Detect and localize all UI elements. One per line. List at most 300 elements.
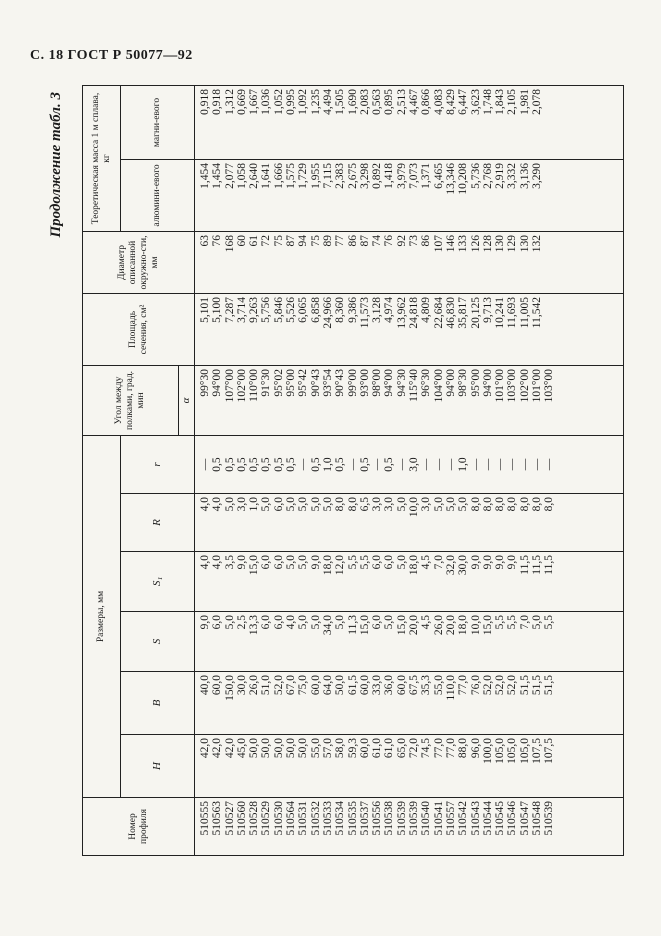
cell-S1: 30,0 xyxy=(457,552,469,612)
cell-r: 0,5 xyxy=(224,435,236,493)
cell-R: 6,0 xyxy=(273,494,285,552)
header-profile: Номер профиля xyxy=(83,798,195,856)
cell-area: 13,962 xyxy=(396,293,408,365)
cell-aluminum: 1,641 xyxy=(260,159,272,231)
cell-diameter: 76 xyxy=(383,231,395,293)
cell-magnesium: 1,092 xyxy=(297,85,309,159)
header-diameter: Диаметр описанной окружно-сти, мм xyxy=(83,231,195,293)
cell-diameter: 146 xyxy=(445,231,457,293)
cell-S: 18,0 xyxy=(457,612,469,672)
cell-S1: 11,5 xyxy=(543,552,555,612)
cell-diameter: 130 xyxy=(519,231,531,293)
table-row xyxy=(310,85,322,855)
cell-S1: 4,0 xyxy=(195,552,212,612)
cell-S1: 3,5 xyxy=(224,552,236,612)
cell-diameter: 77 xyxy=(334,231,346,293)
cell-aluminum: 2,919 xyxy=(494,159,506,231)
spacer-cell xyxy=(556,159,624,231)
header-aluminum: алюмини-евого xyxy=(121,159,195,231)
cell-profile: 510532 xyxy=(310,798,322,856)
cell-S1: 4,0 xyxy=(211,552,223,612)
cell-area: 5,846 xyxy=(273,293,285,365)
cell-aluminum: 0,892 xyxy=(371,159,383,231)
cell-S1: 9,0 xyxy=(482,552,494,612)
header-alpha: α xyxy=(179,365,195,435)
header-r: r xyxy=(121,435,195,493)
cell-profile: 510542 xyxy=(457,798,469,856)
cell-B: 51,5 xyxy=(519,672,531,735)
table-row xyxy=(334,85,346,855)
cell-S: 15,0 xyxy=(396,612,408,672)
cell-H: 61,0 xyxy=(371,735,383,798)
cell-S: 5,0 xyxy=(224,612,236,672)
cell-diameter: 72 xyxy=(260,231,272,293)
cell-angle: 96°30 xyxy=(420,365,432,435)
cell-r: — xyxy=(470,435,482,493)
table-row xyxy=(211,85,223,855)
header-dimensions: Размеры, мм xyxy=(83,435,121,797)
cell-diameter: 76 xyxy=(211,231,223,293)
cell-B: 60,0 xyxy=(211,672,223,735)
cell-R: 8,0 xyxy=(347,494,359,552)
cell-angle: 102°00 xyxy=(236,365,248,435)
cell-diameter: 89 xyxy=(322,231,334,293)
cell-magnesium: 0,669 xyxy=(236,85,248,159)
cell-r: 1,0 xyxy=(322,435,334,493)
table-row xyxy=(494,85,506,855)
cell-R: 10,0 xyxy=(408,494,420,552)
cell-r: 0,5 xyxy=(273,435,285,493)
table-row xyxy=(260,85,272,855)
cell-B: 40,0 xyxy=(195,672,212,735)
cell-diameter: 128 xyxy=(482,231,494,293)
cell-angle: 91°30 xyxy=(260,365,272,435)
cell-magnesium: 2,513 xyxy=(396,85,408,159)
cell-r: 0,5 xyxy=(236,435,248,493)
cell-H: 61,0 xyxy=(383,735,395,798)
cell-R: 8,0 xyxy=(519,494,531,552)
cell-H: 58,0 xyxy=(334,735,346,798)
table-row xyxy=(470,85,482,855)
cell-profile: 510539 xyxy=(396,798,408,856)
cell-B: 67,0 xyxy=(285,672,297,735)
cell-magnesium: 0,563 xyxy=(371,85,383,159)
cell-B: 35,3 xyxy=(420,672,432,735)
cell-magnesium: 4,494 xyxy=(322,85,334,159)
cell-profile: 510538 xyxy=(383,798,395,856)
spacer-cell xyxy=(556,735,624,798)
spacer-cell xyxy=(556,293,624,365)
cell-profile: 510535 xyxy=(347,798,359,856)
table-row xyxy=(519,85,531,855)
cell-B: 76,0 xyxy=(470,672,482,735)
cell-magnesium: 8,429 xyxy=(445,85,457,159)
cell-H: 55,0 xyxy=(310,735,322,798)
cell-diameter: 74 xyxy=(371,231,383,293)
cell-r: — xyxy=(519,435,531,493)
cell-diameter: 60 xyxy=(236,231,248,293)
cell-r: 0,5 xyxy=(248,435,260,493)
cell-magnesium: 0,918 xyxy=(195,85,212,159)
cell-H: 72,0 xyxy=(408,735,420,798)
cell-B: 55,0 xyxy=(433,672,445,735)
header-H: H xyxy=(121,735,195,798)
cell-aluminum: 3,290 xyxy=(531,159,543,231)
cell-diameter: 132 xyxy=(531,231,543,293)
cell-angle: 93°54 xyxy=(322,365,334,435)
cell-magnesium: 1,843 xyxy=(494,85,506,159)
cell-B: 51,5 xyxy=(543,672,555,735)
cell-B: 52,0 xyxy=(273,672,285,735)
cell-H: 59,3 xyxy=(347,735,359,798)
cell-aluminum: 6,465 xyxy=(433,159,445,231)
header-angle: Угол между полками, град. мин xyxy=(83,365,179,435)
cell-magnesium: 1,505 xyxy=(334,85,346,159)
cell-magnesium: 1,052 xyxy=(273,85,285,159)
cell-profile: 510545 xyxy=(494,798,506,856)
spacer-cell xyxy=(556,365,624,435)
table-row xyxy=(482,85,494,855)
cell-R: 5,0 xyxy=(260,494,272,552)
cell-H: 74,5 xyxy=(420,735,432,798)
cell-S: 34,0 xyxy=(322,612,334,672)
cell-B: 64,0 xyxy=(322,672,334,735)
cell-magnesium xyxy=(543,85,555,159)
cell-H: 42,0 xyxy=(211,735,223,798)
cell-H: 42,0 xyxy=(224,735,236,798)
cell-S1: 9,0 xyxy=(236,552,248,612)
cell-R: 5,0 xyxy=(224,494,236,552)
table-row xyxy=(273,85,285,855)
cell-r: 0,5 xyxy=(310,435,322,493)
cell-area: 6,858 xyxy=(310,293,322,365)
cell-S1: 9,0 xyxy=(494,552,506,612)
cell-S1: 6,0 xyxy=(260,552,272,612)
header-B: B xyxy=(121,672,195,735)
cell-diameter: 86 xyxy=(347,231,359,293)
cell-area: 24,818 xyxy=(408,293,420,365)
cell-profile: 510548 xyxy=(531,798,543,856)
header-magnesium: магни-евого xyxy=(121,85,195,159)
cell-R: 3,0 xyxy=(371,494,383,552)
spacer-cell xyxy=(556,672,624,735)
cell-B: 36,0 xyxy=(383,672,395,735)
cell-aluminum: 10,208 xyxy=(457,159,469,231)
cell-angle: 95°42 xyxy=(297,365,309,435)
cell-aluminum: 3,298 xyxy=(359,159,371,231)
cell-aluminum xyxy=(543,159,555,231)
cell-aluminum: 1,955 xyxy=(310,159,322,231)
cell-diameter: 73 xyxy=(408,231,420,293)
cell-S: 4,0 xyxy=(285,612,297,672)
table-row xyxy=(457,85,469,855)
cell-H: 50,0 xyxy=(297,735,309,798)
cell-R: 5,0 xyxy=(310,494,322,552)
cell-angle: 104°00 xyxy=(433,365,445,435)
cell-B: 52,0 xyxy=(482,672,494,735)
cell-R: 5,0 xyxy=(322,494,334,552)
table-row xyxy=(531,85,543,855)
cell-r: — xyxy=(297,435,309,493)
table-row xyxy=(322,85,334,855)
cell-angle: 98°30 xyxy=(457,365,469,435)
cell-B: 150,0 xyxy=(224,672,236,735)
rotated-table xyxy=(48,86,624,856)
cell-profile: 510540 xyxy=(420,798,432,856)
cell-S: 10,0 xyxy=(470,612,482,672)
cell-S: 20,0 xyxy=(445,612,457,672)
cell-H: 57,0 xyxy=(322,735,334,798)
cell-area: 11,005 xyxy=(519,293,531,365)
cell-angle: 94°00 xyxy=(211,365,223,435)
cell-profile: 510564 xyxy=(285,798,297,856)
cell-profile: 510543 xyxy=(470,798,482,856)
cell-angle: 93°00 xyxy=(359,365,371,435)
cell-H: 107,5 xyxy=(531,735,543,798)
cell-r: — xyxy=(543,435,555,493)
cell-angle: 99°00 xyxy=(347,365,359,435)
cell-angle: 110°00 xyxy=(248,365,260,435)
cell-magnesium: 2,083 xyxy=(359,85,371,159)
header-S1: S₁ xyxy=(121,552,195,612)
cell-aluminum: 7,115 xyxy=(322,159,334,231)
cell-angle: 107°00 xyxy=(224,365,236,435)
cell-aluminum: 3,332 xyxy=(506,159,518,231)
cell-B: 75,0 xyxy=(297,672,309,735)
cell-angle: 103°00 xyxy=(543,365,555,435)
cell-r: — xyxy=(482,435,494,493)
cell-r: 0,5 xyxy=(211,435,223,493)
cell-H: 100,0 xyxy=(482,735,494,798)
cell-S: 9,0 xyxy=(195,612,212,672)
cell-magnesium: 1,981 xyxy=(519,85,531,159)
cell-R: 8,0 xyxy=(543,494,555,552)
cell-diameter: 61 xyxy=(248,231,260,293)
cell-B: 50,0 xyxy=(334,672,346,735)
cell-S: 2,5 xyxy=(236,612,248,672)
cell-aluminum: 1,729 xyxy=(297,159,309,231)
cell-R: 4,0 xyxy=(211,494,223,552)
cell-profile: 510534 xyxy=(334,798,346,856)
cell-r: — xyxy=(371,435,383,493)
cell-profile: 510533 xyxy=(322,798,334,856)
cell-magnesium: 2,078 xyxy=(531,85,543,159)
cell-magnesium: 0,995 xyxy=(285,85,297,159)
cell-r: — xyxy=(433,435,445,493)
cell-diameter: 86 xyxy=(420,231,432,293)
cell-magnesium: 0,918 xyxy=(211,85,223,159)
cell-angle: 94°30 xyxy=(396,365,408,435)
cell-r: 0,5 xyxy=(285,435,297,493)
cell-magnesium: 1,667 xyxy=(248,85,260,159)
cell-S1: 6,0 xyxy=(383,552,395,612)
cell-profile: 510563 xyxy=(211,798,223,856)
cell-diameter: 126 xyxy=(470,231,482,293)
cell-H: 105,0 xyxy=(494,735,506,798)
cell-diameter xyxy=(543,231,555,293)
cell-S: 13,3 xyxy=(248,612,260,672)
cell-H: 42,0 xyxy=(195,735,212,798)
cell-S: 6,0 xyxy=(211,612,223,672)
cell-R: 5,0 xyxy=(433,494,445,552)
cell-diameter: 129 xyxy=(506,231,518,293)
cell-R: 5,0 xyxy=(285,494,297,552)
cell-B: 51,5 xyxy=(531,672,543,735)
cell-S: 5,0 xyxy=(310,612,322,672)
cell-S: 5,5 xyxy=(494,612,506,672)
cell-aluminum: 3,136 xyxy=(519,159,531,231)
cell-angle: 101°00 xyxy=(494,365,506,435)
cell-S: 11,3 xyxy=(347,612,359,672)
cell-diameter: 107 xyxy=(433,231,445,293)
cell-r: 0,5 xyxy=(383,435,395,493)
cell-S1: 32,0 xyxy=(445,552,457,612)
cell-area: 7,287 xyxy=(224,293,236,365)
header-R: R xyxy=(121,494,195,552)
cell-aluminum: 5,736 xyxy=(470,159,482,231)
cell-B: 60,0 xyxy=(359,672,371,735)
cell-R: 8,0 xyxy=(334,494,346,552)
cell-profile: 510528 xyxy=(248,798,260,856)
cell-diameter: 133 xyxy=(457,231,469,293)
table-row xyxy=(408,85,420,855)
cell-area: 5,526 xyxy=(285,293,297,365)
cell-profile: 510537 xyxy=(359,798,371,856)
cell-aluminum: 2,675 xyxy=(347,159,359,231)
cell-area: 11,542 xyxy=(531,293,543,365)
cell-H: 50,0 xyxy=(260,735,272,798)
cell-r: — xyxy=(494,435,506,493)
cell-angle: 94°00 xyxy=(383,365,395,435)
cell-angle: 90°43 xyxy=(310,365,322,435)
cell-aluminum: 2,768 xyxy=(482,159,494,231)
table-row xyxy=(285,85,297,855)
cell-aluminum: 1,058 xyxy=(236,159,248,231)
cell-S: 5,0 xyxy=(531,612,543,672)
cell-diameter: 75 xyxy=(310,231,322,293)
cell-r: 0,5 xyxy=(260,435,272,493)
cell-R: 1,0 xyxy=(248,494,260,552)
cell-H: 50,0 xyxy=(273,735,285,798)
cell-aluminum: 7,073 xyxy=(408,159,420,231)
cell-S: 5,5 xyxy=(543,612,555,672)
cell-H: 50,0 xyxy=(285,735,297,798)
cell-r: — xyxy=(420,435,432,493)
cell-r: — xyxy=(445,435,457,493)
cell-S1: 5,0 xyxy=(297,552,309,612)
cell-S1: 11,5 xyxy=(519,552,531,612)
cell-S: 15,0 xyxy=(482,612,494,672)
cell-S1: 5,0 xyxy=(285,552,297,612)
cell-magnesium: 3,623 xyxy=(470,85,482,159)
table-row xyxy=(396,85,408,855)
profile-table xyxy=(82,85,624,856)
table-bottom-spacer xyxy=(556,85,624,855)
cell-S1: 9,0 xyxy=(310,552,322,612)
cell-profile: 510544 xyxy=(482,798,494,856)
table-row xyxy=(236,85,248,855)
spacer-cell xyxy=(556,85,624,159)
table-row xyxy=(383,85,395,855)
cell-B: 26,0 xyxy=(248,672,260,735)
cell-B: 77,0 xyxy=(457,672,469,735)
cell-profile: 510529 xyxy=(260,798,272,856)
cell-aluminum: 1,454 xyxy=(195,159,212,231)
cell-aluminum: 1,454 xyxy=(211,159,223,231)
cell-S: 5,0 xyxy=(383,612,395,672)
table-row xyxy=(420,85,432,855)
cell-r: — xyxy=(506,435,518,493)
spacer-cell xyxy=(556,612,624,672)
cell-area: 8,360 xyxy=(334,293,346,365)
cell-B: 60,0 xyxy=(310,672,322,735)
cell-S: 5,5 xyxy=(506,612,518,672)
header-area: Площадь сечения, см² xyxy=(83,293,195,365)
cell-area: 5,756 xyxy=(260,293,272,365)
cell-aluminum: 2,640 xyxy=(248,159,260,231)
cell-area: 9,713 xyxy=(482,293,494,365)
cell-B: 52,0 xyxy=(506,672,518,735)
table-row xyxy=(297,85,309,855)
cell-area: 22,684 xyxy=(433,293,445,365)
cell-diameter: 87 xyxy=(285,231,297,293)
cell-S: 15,0 xyxy=(359,612,371,672)
cell-diameter: 130 xyxy=(494,231,506,293)
cell-area: 3,128 xyxy=(371,293,383,365)
cell-B: 61,5 xyxy=(347,672,359,735)
cell-angle: 115°40 xyxy=(408,365,420,435)
table-row xyxy=(347,85,359,855)
cell-H: 105,0 xyxy=(519,735,531,798)
cell-B: 110,0 xyxy=(445,672,457,735)
cell-S1: 6,0 xyxy=(273,552,285,612)
header-mass: Теоретическая масса 1 м сплава, кг xyxy=(83,85,121,231)
cell-area: 3,714 xyxy=(236,293,248,365)
table-row xyxy=(248,85,260,855)
cell-S: 6,0 xyxy=(371,612,383,672)
cell-aluminum: 1,371 xyxy=(420,159,432,231)
cell-r: 0,5 xyxy=(359,435,371,493)
cell-magnesium: 1,748 xyxy=(482,85,494,159)
cell-area: 11,693 xyxy=(506,293,518,365)
cell-H: 77,0 xyxy=(445,735,457,798)
page-header: С. 18 ГОСТ Р 50077—92 xyxy=(30,48,193,63)
cell-S: 26,0 xyxy=(433,612,445,672)
cell-area: 9,386 xyxy=(347,293,359,365)
cell-area: 24,966 xyxy=(322,293,334,365)
cell-H: 105,0 xyxy=(506,735,518,798)
cell-angle: 90°43 xyxy=(334,365,346,435)
table-row xyxy=(224,85,236,855)
cell-S1: 18,0 xyxy=(408,552,420,612)
cell-S1: 9,0 xyxy=(506,552,518,612)
cell-angle: 103°00 xyxy=(506,365,518,435)
spacer-cell xyxy=(556,231,624,293)
cell-H: 50,0 xyxy=(248,735,260,798)
cell-diameter: 63 xyxy=(195,231,212,293)
cell-area: 20,125 xyxy=(470,293,482,365)
table-row xyxy=(445,85,457,855)
cell-H: 60,0 xyxy=(359,735,371,798)
cell-S: 6,0 xyxy=(273,612,285,672)
cell-H: 107,5 xyxy=(543,735,555,798)
cell-S1: 6,0 xyxy=(371,552,383,612)
cell-H: 77,0 xyxy=(433,735,445,798)
cell-profile: 510541 xyxy=(433,798,445,856)
cell-magnesium: 1,690 xyxy=(347,85,359,159)
cell-profile: 510531 xyxy=(297,798,309,856)
cell-H: 96,0 xyxy=(470,735,482,798)
